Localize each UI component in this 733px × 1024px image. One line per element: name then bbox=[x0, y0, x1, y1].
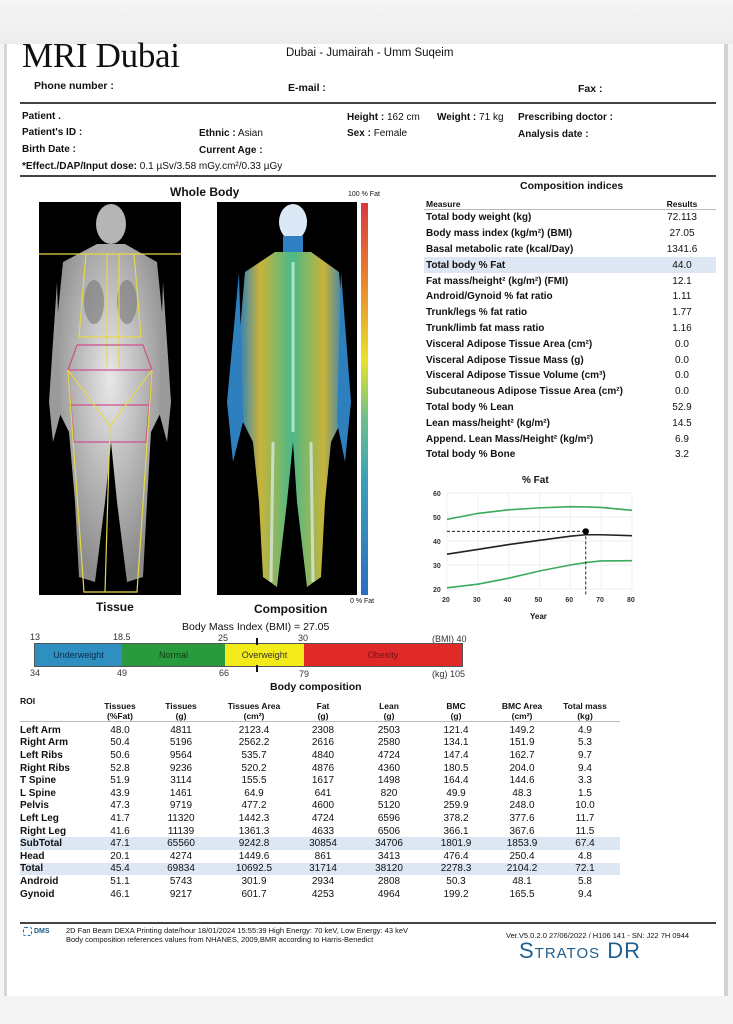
table-cell: 20.1 bbox=[110, 850, 130, 862]
body-composition-table bbox=[20, 696, 620, 900]
table-cell: 1801.9 bbox=[440, 838, 472, 850]
bc-header-cell: Lean (g) bbox=[379, 701, 399, 721]
table-row bbox=[20, 825, 620, 838]
height-field: Height : 162 cm bbox=[347, 112, 420, 123]
fat-percent-chart bbox=[410, 470, 650, 630]
ci-row bbox=[424, 305, 716, 321]
ci-measure: Subcutaneous Adipose Tissue Area (cm²) bbox=[426, 386, 623, 398]
bmi-tick-3: 30 bbox=[298, 633, 309, 643]
roi-label: Left Arm bbox=[20, 724, 61, 736]
table-cell: 4811 bbox=[170, 724, 192, 736]
table-cell: 3413 bbox=[377, 850, 401, 862]
kg-tick-1: 49 bbox=[117, 668, 128, 678]
svg-text:60: 60 bbox=[565, 597, 574, 604]
table-cell: 476.4 bbox=[443, 850, 469, 862]
ci-measure: Total body % Bone bbox=[426, 449, 516, 461]
ci-value: 12.1 bbox=[672, 275, 692, 287]
table-cell: 30854 bbox=[309, 838, 337, 850]
patient-id-field: Patient's ID : bbox=[22, 127, 83, 138]
table-cell: 2562.2 bbox=[238, 737, 270, 749]
composition-body-silhouette-icon bbox=[217, 202, 357, 595]
ci-row bbox=[424, 384, 716, 400]
table-cell: 9217 bbox=[169, 888, 193, 900]
footer-line-2: Body composition references values from NHANES, 2009,BMR according to Harris-Benedict bbox=[66, 935, 374, 944]
table-cell: 48.3 bbox=[512, 787, 532, 799]
table-cell: 38120 bbox=[375, 863, 403, 875]
prescribing-doctor-field: Prescribing doctor : bbox=[518, 112, 614, 123]
table-row bbox=[20, 837, 620, 850]
bc-header-cell: Fat (g) bbox=[316, 701, 330, 721]
roi-label: Right Leg bbox=[20, 825, 67, 837]
table-cell: 2123.4 bbox=[238, 724, 270, 736]
ci-row bbox=[424, 447, 716, 463]
bmi-marker-top bbox=[256, 638, 258, 645]
footer-info bbox=[66, 926, 408, 944]
table-cell: 5.8 bbox=[578, 875, 592, 887]
bmi-segment-obesity: Obesity bbox=[304, 644, 462, 666]
bc-header-row bbox=[20, 696, 620, 722]
table-cell: 164.4 bbox=[443, 775, 469, 787]
viewer-bottom-bar bbox=[0, 996, 733, 1024]
ci-measure: Visceral Adipose Tissue Mass (g) bbox=[426, 354, 584, 366]
table-cell: 5196 bbox=[169, 737, 193, 749]
table-cell: 248.0 bbox=[509, 800, 535, 812]
roi-label: Right Ribs bbox=[20, 762, 70, 774]
table-cell: 69834 bbox=[167, 863, 195, 875]
svg-text:20: 20 bbox=[442, 597, 450, 604]
chart-xlabel: Year bbox=[530, 612, 547, 621]
kg-tick-2: 66 bbox=[219, 668, 230, 678]
results-header: Results bbox=[666, 199, 698, 209]
table-cell: 250.4 bbox=[509, 850, 535, 862]
dms-logo-icon bbox=[23, 927, 32, 936]
table-cell: 4.9 bbox=[578, 724, 592, 736]
table-cell: 9242.8 bbox=[238, 838, 270, 850]
table-cell: 41.7 bbox=[110, 812, 130, 824]
roi-label: T Spine bbox=[20, 775, 57, 787]
table-cell: 48.1 bbox=[512, 875, 532, 887]
table-cell: 34706 bbox=[375, 838, 403, 850]
table-cell: 5743 bbox=[169, 875, 193, 887]
ci-row bbox=[424, 431, 716, 447]
table-cell: 72.1 bbox=[575, 863, 595, 875]
footer-divider bbox=[20, 922, 716, 924]
table-cell: 9.4 bbox=[578, 762, 592, 774]
table-cell: 1617 bbox=[311, 775, 335, 787]
chart-title: % Fat bbox=[522, 475, 549, 486]
table-cell: 641 bbox=[314, 787, 332, 799]
composition-indices-table bbox=[424, 196, 716, 463]
table-cell: 377.6 bbox=[509, 812, 535, 824]
table-cell: 162.7 bbox=[509, 749, 535, 761]
sex-field: Sex : Female bbox=[347, 128, 408, 139]
ci-value: 0.0 bbox=[675, 370, 689, 382]
ci-measure: Total body weight (kg) bbox=[426, 212, 532, 224]
table-cell: 121.4 bbox=[443, 724, 469, 736]
ci-value: 14.5 bbox=[672, 417, 692, 429]
table-row bbox=[20, 762, 620, 775]
composition-indices-title: Composition indices bbox=[520, 180, 624, 192]
table-cell: 9719 bbox=[169, 800, 193, 812]
ci-row bbox=[424, 415, 716, 431]
svg-text:50: 50 bbox=[433, 515, 441, 522]
table-cell: 367.6 bbox=[509, 825, 535, 837]
table-cell: 1498 bbox=[377, 775, 401, 787]
ci-measure: Trunk/legs % fat ratio bbox=[426, 307, 528, 319]
table-cell: 2580 bbox=[377, 737, 401, 749]
weight-field: Weight : 71 kg bbox=[437, 112, 504, 123]
table-row bbox=[20, 875, 620, 888]
ci-row bbox=[424, 210, 716, 226]
table-cell: 134.1 bbox=[443, 737, 469, 749]
ci-value: 52.9 bbox=[672, 401, 692, 413]
table-cell: 3.3 bbox=[578, 775, 592, 787]
table-cell: 45.4 bbox=[110, 863, 130, 875]
ci-row bbox=[424, 289, 716, 305]
roi-label: SubTotal bbox=[20, 838, 63, 850]
table-cell: 11.7 bbox=[575, 812, 595, 824]
ci-row bbox=[424, 400, 716, 416]
table-cell: 204.0 bbox=[509, 762, 535, 774]
table-cell: 301.9 bbox=[241, 875, 267, 887]
table-cell: 4633 bbox=[311, 825, 335, 837]
ci-header-row bbox=[424, 196, 716, 210]
table-cell: 165.5 bbox=[509, 888, 535, 900]
phone-label: Phone number : bbox=[34, 80, 114, 92]
fat-color-scale bbox=[361, 203, 368, 595]
ci-measure: Fat mass/height² (kg/m²) (FMI) bbox=[426, 275, 569, 287]
table-cell: 5.3 bbox=[578, 737, 592, 749]
header-divider bbox=[20, 102, 716, 104]
table-cell: 4724 bbox=[377, 749, 401, 761]
table-cell: 47.1 bbox=[110, 838, 130, 850]
clinic-address: Dubai - Jumairah - Umm Suqeim bbox=[286, 47, 454, 59]
svg-text:20: 20 bbox=[433, 587, 441, 594]
table-row bbox=[20, 863, 620, 876]
ci-measure: Basal metabolic rate (kcal/Day) bbox=[426, 243, 574, 255]
tissue-label: Tissue bbox=[96, 600, 134, 614]
table-cell: 6596 bbox=[377, 812, 401, 824]
table-cell: 2808 bbox=[377, 875, 401, 887]
ci-measure: Visceral Adipose Tissue Area (cm²) bbox=[426, 338, 593, 350]
ci-row bbox=[424, 242, 716, 258]
roi-label: Pelvis bbox=[20, 800, 49, 812]
bmi-scale-bar bbox=[34, 643, 463, 667]
table-cell: 259.9 bbox=[443, 800, 469, 812]
ci-measure: Total body % Fat bbox=[426, 259, 506, 271]
bc-header-cell: Total mass (kg) bbox=[563, 701, 607, 721]
table-cell: 2104.2 bbox=[506, 863, 538, 875]
bc-header-cell: ROI bbox=[20, 696, 36, 706]
ci-value: 1341.6 bbox=[666, 243, 698, 255]
dose-field: *Effect./DAP/Input dose: 0.1 µSv/3.58 mGy.cm²/0.33 µGy bbox=[22, 161, 283, 172]
table-cell: 4360 bbox=[377, 762, 401, 774]
bc-header-cell: Tissues (g) bbox=[165, 701, 197, 721]
table-cell: 4600 bbox=[311, 800, 335, 812]
table-cell: 477.2 bbox=[241, 800, 267, 812]
analysis-date-field: Analysis date : bbox=[518, 129, 589, 140]
tissue-scan-image bbox=[39, 202, 181, 595]
table-cell: 2308 bbox=[311, 724, 335, 736]
version-info: Ver.V5.0.2.0 27/06/2022 / H106 141 - SN: J22 7H 0944 bbox=[506, 931, 690, 940]
ci-value: 44.0 bbox=[672, 259, 692, 271]
table-cell: 535.7 bbox=[241, 749, 267, 761]
table-cell: 4876 bbox=[311, 762, 335, 774]
roi-label: L Spine bbox=[20, 787, 56, 799]
table-cell: 9564 bbox=[169, 749, 193, 761]
table-cell: 2503 bbox=[377, 724, 401, 736]
table-cell: 3114 bbox=[170, 775, 192, 787]
table-cell: 1.5 bbox=[578, 787, 592, 799]
table-cell: 49.9 bbox=[446, 787, 466, 799]
ci-value: 1.11 bbox=[672, 291, 692, 303]
table-cell: 11.5 bbox=[575, 825, 595, 837]
clinic-name: MRI Dubai bbox=[22, 36, 180, 75]
table-cell: 47.3 bbox=[110, 800, 130, 812]
bmi-segment-normal: Normal bbox=[122, 644, 225, 666]
table-cell: 4.8 bbox=[578, 850, 592, 862]
ci-value: 72.113 bbox=[667, 212, 697, 224]
svg-text:70: 70 bbox=[596, 597, 604, 604]
svg-text:80: 80 bbox=[627, 597, 635, 604]
whole-body-title: Whole Body bbox=[170, 185, 240, 199]
table-cell: 31714 bbox=[309, 863, 337, 875]
bmi-tick-4: (BMI) 40 bbox=[432, 634, 467, 644]
table-cell: 378.2 bbox=[443, 812, 469, 824]
ci-row bbox=[424, 321, 716, 337]
table-cell: 51.9 bbox=[110, 775, 130, 787]
table-cell: 2278.3 bbox=[440, 863, 472, 875]
table-cell: 64.9 bbox=[244, 787, 264, 799]
current-age-field: Current Age : bbox=[199, 145, 263, 156]
table-row bbox=[20, 737, 620, 750]
table-cell: 5120 bbox=[377, 800, 401, 812]
table-cell: 43.9 bbox=[110, 787, 130, 799]
patient-name-field: Patient . bbox=[22, 111, 61, 122]
ci-row bbox=[424, 273, 716, 289]
roi-label: Head bbox=[20, 850, 45, 862]
table-row bbox=[20, 774, 620, 787]
ci-measure: Trunk/limb fat mass ratio bbox=[426, 322, 545, 334]
table-cell: 4724 bbox=[311, 812, 335, 824]
ci-row bbox=[424, 226, 716, 242]
patient-divider bbox=[20, 175, 716, 177]
bmi-tick-0: 13 bbox=[30, 632, 41, 642]
table-cell: 147.4 bbox=[443, 749, 469, 761]
table-cell: 52.8 bbox=[110, 762, 130, 774]
table-cell: 4840 bbox=[311, 749, 335, 761]
table-cell: 861 bbox=[314, 850, 332, 862]
bc-header-cell: Tissues Area (cm²) bbox=[227, 701, 281, 721]
table-cell: 4274 bbox=[169, 850, 193, 862]
table-cell: 180.5 bbox=[443, 762, 469, 774]
bmi-segment-underweight: Underweight bbox=[35, 644, 122, 666]
email-label: E-mail : bbox=[288, 82, 326, 94]
ci-row bbox=[424, 336, 716, 352]
table-cell: 520.2 bbox=[241, 762, 267, 774]
ci-value: 27.05 bbox=[669, 228, 695, 240]
table-cell: 10.0 bbox=[575, 800, 595, 812]
table-cell: 601.7 bbox=[241, 888, 267, 900]
fat-chart-plot bbox=[410, 470, 650, 630]
ci-value: 0.0 bbox=[675, 354, 689, 366]
bmi-marker-bottom bbox=[256, 665, 258, 672]
tissue-body-silhouette-icon bbox=[39, 202, 181, 595]
table-row bbox=[20, 888, 620, 901]
scale-bottom-label: 0 % Fat bbox=[350, 598, 375, 605]
table-cell: 1442.3 bbox=[238, 812, 270, 824]
svg-text:30: 30 bbox=[433, 563, 441, 570]
roi-label: Left Ribs bbox=[20, 749, 63, 761]
roi-label: Right Arm bbox=[20, 737, 68, 749]
ci-measure: Lean mass/height² (kg/m²) bbox=[426, 417, 550, 429]
roi-label: Left Leg bbox=[20, 812, 59, 824]
table-cell: 46.1 bbox=[110, 888, 130, 900]
ci-value: 1.16 bbox=[672, 322, 692, 334]
table-cell: 65560 bbox=[167, 838, 195, 850]
table-cell: 1449.6 bbox=[238, 850, 270, 862]
ci-value: 3.2 bbox=[675, 449, 689, 461]
bmi-title: Body Mass Index (BMI) = 27.05 bbox=[182, 621, 330, 633]
table-cell: 9.4 bbox=[578, 888, 592, 900]
scale-top-label: 100 % Fat bbox=[348, 191, 380, 198]
roi-label: Android bbox=[20, 875, 59, 887]
svg-text:50: 50 bbox=[534, 597, 543, 604]
table-row bbox=[20, 787, 620, 800]
ci-measure: Total body % Lean bbox=[426, 401, 514, 413]
table-cell: 50.3 bbox=[446, 875, 466, 887]
table-cell: 50.6 bbox=[110, 749, 130, 761]
svg-text:60: 60 bbox=[433, 491, 441, 498]
kg-tick-0: 34 bbox=[30, 668, 41, 678]
body-composition-title: Body composition bbox=[270, 681, 362, 693]
table-row bbox=[20, 850, 620, 863]
fax-label: Fax : bbox=[578, 83, 603, 95]
bmi-tick-2: 25 bbox=[218, 633, 229, 643]
table-cell: 2616 bbox=[311, 737, 335, 749]
bmi-segment-overweight: Overweight bbox=[225, 644, 304, 666]
ci-measure: Append. Lean Mass/Height² (kg/m²) bbox=[426, 433, 594, 445]
kg-tick-3: 79 bbox=[299, 669, 310, 679]
bc-header-cell: BMC (g) bbox=[446, 701, 466, 721]
bc-header-cell: BMC Area (cm²) bbox=[501, 701, 543, 721]
table-row bbox=[20, 812, 620, 825]
table-cell: 820 bbox=[380, 787, 398, 799]
table-cell: 9236 bbox=[169, 762, 193, 774]
table-cell: 9.7 bbox=[578, 749, 592, 761]
composition-label: Composition bbox=[254, 602, 328, 616]
table-row bbox=[20, 724, 620, 737]
ci-value: 0.0 bbox=[675, 338, 689, 350]
birth-date-field: Birth Date : bbox=[22, 144, 76, 155]
table-row bbox=[20, 800, 620, 813]
table-cell: 11320 bbox=[167, 812, 195, 824]
table-cell: 1361.3 bbox=[238, 825, 270, 837]
table-cell: 41.6 bbox=[110, 825, 130, 837]
kg-tick-4: (kg) 105 bbox=[432, 669, 466, 679]
table-cell: 67.4 bbox=[575, 838, 595, 850]
roi-label: Gynoid bbox=[20, 888, 55, 900]
ci-value: 6.9 bbox=[675, 433, 689, 445]
table-cell: 51.1 bbox=[110, 875, 130, 887]
table-row bbox=[20, 749, 620, 762]
table-cell: 6506 bbox=[377, 825, 401, 837]
ci-row bbox=[424, 352, 716, 368]
table-cell: 366.1 bbox=[443, 825, 469, 837]
table-cell: 2934 bbox=[311, 875, 335, 887]
stratos-dr-logo: Stratos DR bbox=[519, 938, 642, 963]
table-cell: 4964 bbox=[377, 888, 401, 900]
table-cell: 4253 bbox=[311, 888, 335, 900]
ci-row bbox=[424, 257, 716, 273]
ci-measure: Android/Gynoid % fat ratio bbox=[426, 291, 553, 303]
ci-measure: Visceral Adipose Tissue Volume (cm³) bbox=[426, 370, 606, 382]
table-cell: 48.0 bbox=[110, 724, 130, 736]
ci-value: 0.0 bbox=[675, 386, 689, 398]
table-cell: 151.9 bbox=[509, 737, 535, 749]
ci-row bbox=[424, 368, 716, 384]
svg-text:40: 40 bbox=[503, 597, 512, 604]
table-cell: 11139 bbox=[167, 825, 195, 837]
footer-line-1: 2D Fan Beam DEXA Printing date/hour 18/01/2024 15:55:39 High Energy: 70 keV, Low Energy: 43 keV bbox=[66, 926, 409, 935]
dms-logo: DMS bbox=[23, 927, 50, 936]
table-cell: 155.5 bbox=[241, 775, 267, 787]
ci-value: 1.77 bbox=[672, 307, 692, 319]
table-cell: 1853.9 bbox=[506, 838, 538, 850]
bc-header-cell: Tissues (%Fat) bbox=[104, 701, 136, 721]
table-cell: 199.2 bbox=[443, 888, 469, 900]
ethnic-field: Ethnic : Asian bbox=[199, 128, 263, 139]
svg-text:40: 40 bbox=[433, 539, 441, 546]
measure-header: Measure bbox=[426, 199, 461, 209]
table-cell: 50.4 bbox=[110, 737, 130, 749]
table-cell: 10692.5 bbox=[235, 863, 273, 875]
roi-label: Total bbox=[20, 863, 44, 875]
ci-measure: Body mass index (kg/m²) (BMI) bbox=[426, 228, 573, 240]
table-cell: 1461 bbox=[169, 787, 193, 799]
bmi-tick-1: 18.5 bbox=[113, 632, 131, 642]
table-cell: 144.6 bbox=[509, 775, 535, 787]
composition-scan-image bbox=[217, 202, 357, 595]
table-cell: 149.2 bbox=[509, 724, 535, 736]
svg-text:30: 30 bbox=[472, 597, 481, 604]
